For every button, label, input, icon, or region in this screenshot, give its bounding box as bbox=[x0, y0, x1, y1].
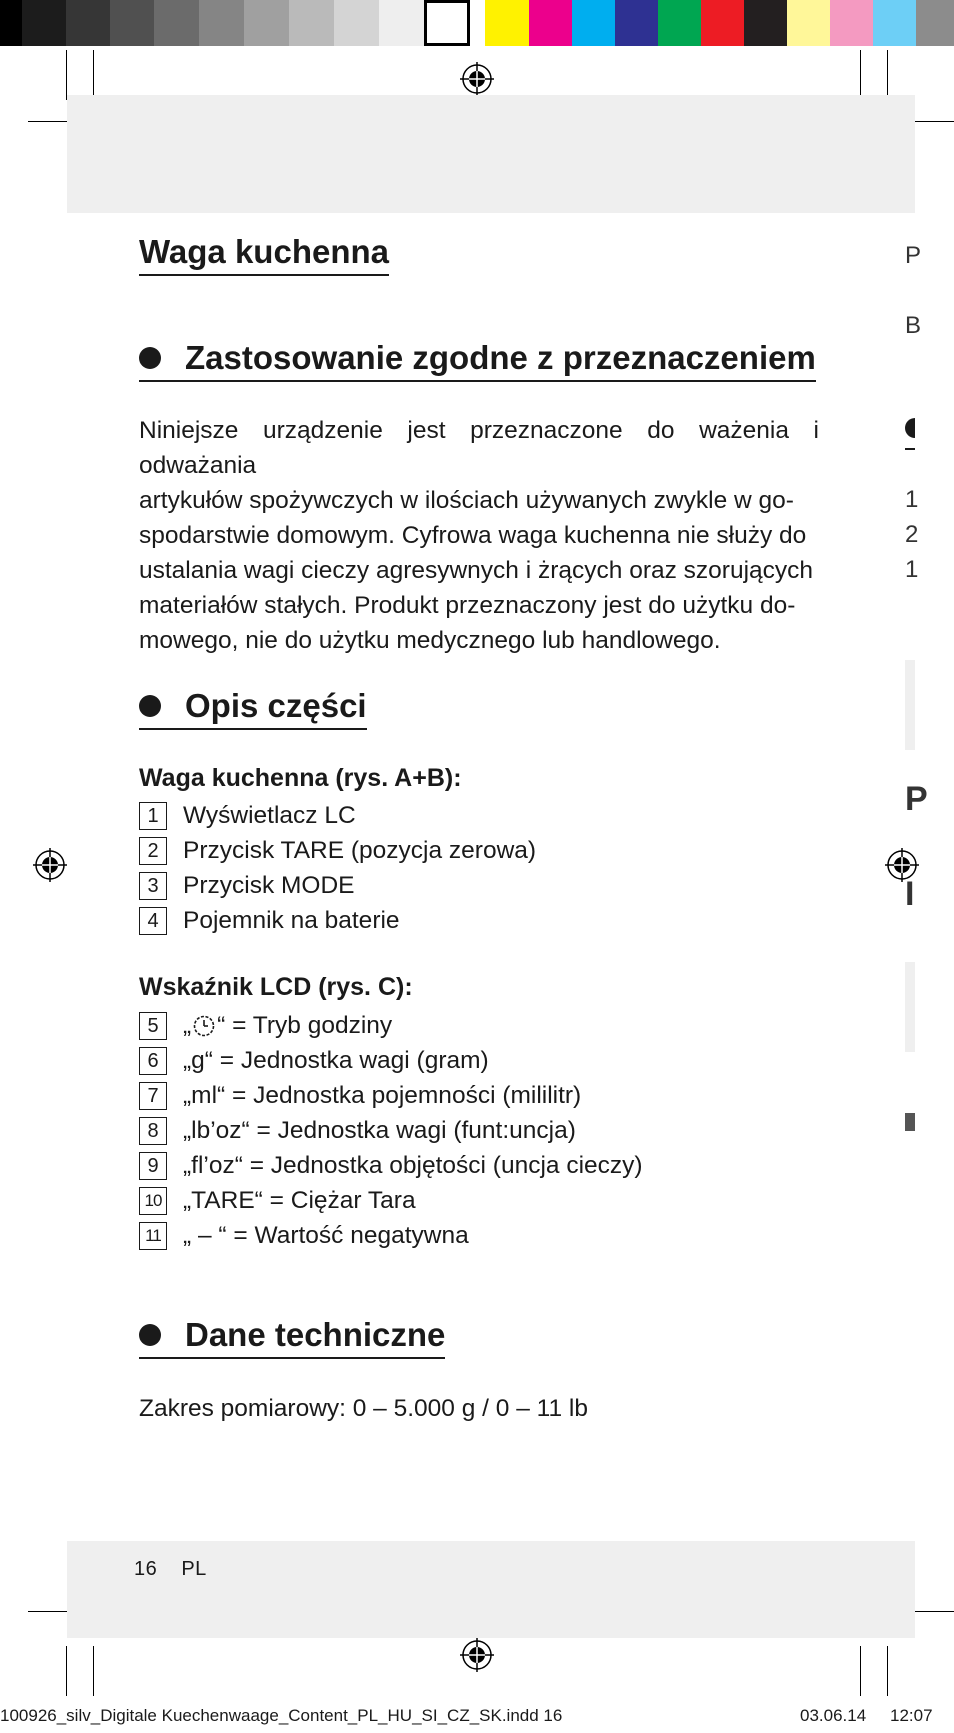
lcd-subheading: Wskaźnik LCD (rys. C): bbox=[139, 973, 413, 1001]
green-swatch bbox=[658, 0, 701, 46]
next-page-edge-box bbox=[905, 1113, 915, 1131]
gray-swatch bbox=[244, 0, 289, 46]
item-label: „ – “ = Wartość negatywna bbox=[183, 1221, 469, 1249]
item-label: „lb’oz“ = Jednostka wagi (funt:uncja) bbox=[183, 1116, 576, 1144]
paragraph-line: artykułów spożywczych w ilościach używanych zwykle w go- bbox=[139, 487, 794, 514]
item-label: „g“ = Jednostka wagi (gram) bbox=[183, 1046, 489, 1074]
section-heading-text: Zastosowanie zgodne z przeznaczeniem bbox=[185, 339, 816, 376]
item-number: 3 bbox=[139, 872, 167, 900]
item-number: 8 bbox=[139, 1117, 167, 1145]
gray-swatch bbox=[916, 0, 954, 46]
gray-swatch bbox=[22, 0, 66, 46]
item-prefix: „ bbox=[183, 1011, 192, 1039]
crop-mark bbox=[93, 1646, 94, 1696]
next-page-edge-letter: B bbox=[905, 312, 922, 339]
scale-subheading: Waga kuchenna (rys. A+B): bbox=[139, 764, 462, 792]
light-cyan-swatch bbox=[873, 0, 916, 46]
crop-mark bbox=[860, 50, 861, 100]
next-page-edge-letter: 1 bbox=[905, 486, 919, 513]
registration-mark-icon bbox=[33, 848, 67, 882]
list-item bbox=[139, 1218, 643, 1253]
section-heading-intended-use bbox=[139, 340, 816, 382]
paragraph-line: spodarstwie domowym. Cyfrowa waga kuchenna nie służy do bbox=[139, 522, 807, 549]
item-number: 4 bbox=[139, 907, 167, 935]
gray-swatch bbox=[289, 0, 334, 46]
crop-mark bbox=[887, 50, 888, 100]
pink-swatch bbox=[830, 0, 873, 46]
next-page-edge-rule bbox=[905, 448, 915, 450]
item-number: 9 bbox=[139, 1152, 167, 1180]
gray-swatch bbox=[0, 0, 22, 46]
next-page-edge-bullet bbox=[905, 418, 915, 438]
item-label: Przycisk TARE (pozycja zerowa) bbox=[183, 836, 537, 864]
section-heading-tech bbox=[139, 1317, 445, 1359]
paragraph-line: ustalania wagi cieczy agresywnych i żrących oraz szorujących bbox=[139, 557, 814, 584]
gray-swatch bbox=[334, 0, 379, 46]
item-number: 7 bbox=[139, 1082, 167, 1110]
scale-parts-list bbox=[139, 798, 536, 938]
gray-swatch bbox=[110, 0, 154, 46]
gray-color-bar bbox=[0, 0, 470, 46]
gray-swatch bbox=[379, 0, 424, 46]
gray-swatch bbox=[199, 0, 244, 46]
next-page-edge-letter: 2 bbox=[905, 521, 919, 548]
item-label: Przycisk MODE bbox=[183, 871, 355, 899]
paragraph-line: mowego, nie do użytku medycznego lub handlowego. bbox=[139, 627, 721, 654]
crop-mark bbox=[66, 50, 67, 100]
item-number: 2 bbox=[139, 837, 167, 865]
item-label: Wyświetlacz LC bbox=[183, 801, 356, 829]
crop-mark bbox=[93, 50, 94, 100]
section-heading-parts bbox=[139, 688, 367, 730]
black-swatch bbox=[744, 0, 787, 46]
list-item bbox=[139, 868, 536, 903]
item-number: 5 bbox=[139, 1012, 167, 1040]
print-slug-date: 03.06.14 bbox=[800, 1706, 867, 1725]
page-number: 16 bbox=[134, 1558, 158, 1580]
gray-swatch bbox=[424, 0, 470, 46]
cyan-swatch bbox=[572, 0, 615, 46]
item-label: „ml“ = Jednostka pojemności (mililitr) bbox=[183, 1081, 582, 1109]
bullet-icon bbox=[139, 347, 161, 369]
next-page-edge-letter: I bbox=[905, 875, 915, 913]
footer-band bbox=[67, 1541, 915, 1638]
paragraph-line: Niniejsze urządzenie jest przeznaczone do ważenia i odważania bbox=[139, 417, 819, 479]
page-footer bbox=[134, 1558, 225, 1581]
paragraph-line: materiałów stałych. Produkt przeznaczony jest do użytku do- bbox=[139, 592, 796, 619]
list-item bbox=[139, 1183, 643, 1218]
lcd-indicator-list bbox=[139, 1008, 643, 1253]
list-item bbox=[139, 1148, 643, 1183]
section-heading-text: Dane techniczne bbox=[185, 1316, 446, 1353]
next-page-edge-box bbox=[905, 962, 915, 1052]
list-item bbox=[139, 798, 536, 833]
registration-mark-icon bbox=[460, 62, 494, 96]
bullet-icon bbox=[139, 1324, 161, 1346]
bullet-icon bbox=[139, 695, 161, 717]
item-label: Pojemnik na baterie bbox=[183, 906, 400, 934]
language-code: PL bbox=[181, 1558, 207, 1580]
page-title: Waga kuchenna bbox=[139, 234, 389, 276]
yellow-swatch bbox=[485, 0, 529, 46]
measuring-range: Zakres pomiarowy: 0 – 5.000 g / 0 – 11 lb bbox=[139, 1395, 588, 1422]
crop-mark bbox=[860, 1646, 861, 1696]
item-number: 11 bbox=[139, 1222, 167, 1250]
item-number: 1 bbox=[139, 802, 167, 830]
red-swatch bbox=[701, 0, 744, 46]
next-page-edge-letter: 1 bbox=[905, 556, 919, 583]
list-item bbox=[139, 1113, 643, 1148]
header-band bbox=[67, 95, 915, 213]
registration-mark-icon bbox=[460, 1638, 494, 1672]
intended-use-paragraph bbox=[139, 413, 819, 658]
section-heading-text: Opis części bbox=[185, 687, 367, 724]
item-label: „TARE“ = Ciężar Tara bbox=[183, 1186, 416, 1214]
magenta-swatch bbox=[529, 0, 572, 46]
item-label: „fl’oz“ = Jednostka objętości (uncja cieczy) bbox=[183, 1151, 643, 1179]
list-item bbox=[139, 1078, 643, 1113]
list-item bbox=[139, 1008, 643, 1043]
item-number: 10 bbox=[139, 1187, 167, 1215]
gray-swatch bbox=[66, 0, 110, 46]
list-item bbox=[139, 903, 536, 938]
next-page-edge-letter: P bbox=[905, 242, 922, 269]
item-label: “ = Tryb godziny bbox=[217, 1011, 393, 1039]
print-slug-time: 12:07 bbox=[890, 1706, 933, 1725]
process-color-bar bbox=[485, 0, 954, 46]
crop-mark bbox=[66, 1646, 67, 1696]
next-page-edge-box bbox=[905, 660, 915, 750]
light-yellow-swatch bbox=[787, 0, 830, 46]
blue-swatch bbox=[615, 0, 658, 46]
item-number: 6 bbox=[139, 1047, 167, 1075]
list-item bbox=[139, 1043, 643, 1078]
clock-icon bbox=[192, 1014, 216, 1038]
crop-mark bbox=[887, 1646, 888, 1696]
next-page-edge-letter: P bbox=[905, 780, 928, 818]
list-item bbox=[139, 833, 536, 868]
print-slug-filename: 100926_silv_Digitale Kuechenwaage_Content_PL_HU_SI_CZ_SK.indd 16 bbox=[0, 1706, 563, 1725]
gray-swatch bbox=[154, 0, 199, 46]
